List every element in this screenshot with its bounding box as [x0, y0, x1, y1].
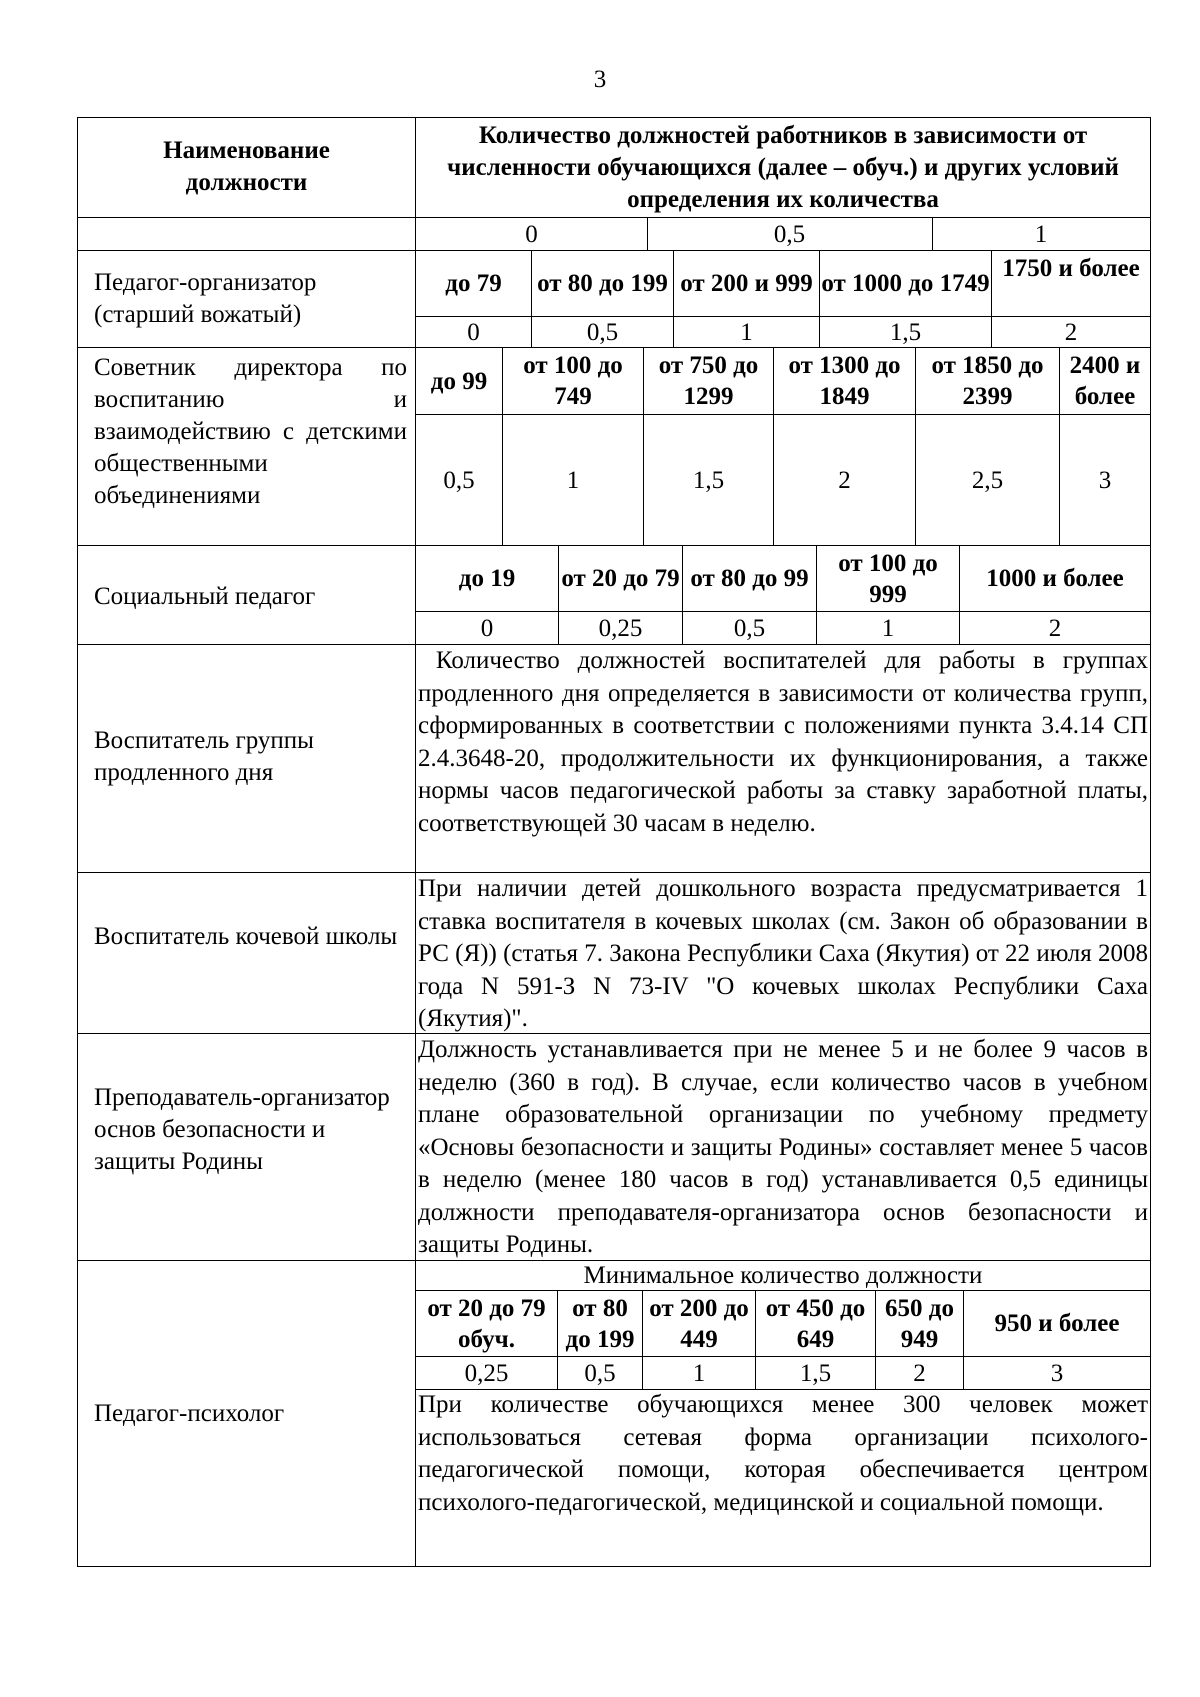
value-cell: 0 [415, 611, 559, 645]
range-cell: до 79 [415, 250, 532, 317]
value-cell: 0,5 [682, 611, 817, 645]
row-vospitatel-kochevoy [77, 872, 1151, 1034]
scale-row [77, 217, 1151, 251]
scale-cell [416, 218, 648, 250]
range-cell: от 100 до 749 [502, 347, 644, 415]
scale-cell [932, 218, 1150, 250]
quantity-cell [415, 250, 1151, 348]
position-name: Воспитатель кочевой школы [94, 923, 398, 950]
range-cell: до 19 [415, 545, 559, 612]
value-cell: 1,5 [755, 1356, 876, 1390]
position-name: Советник директора по воспитанию и взаимодействию с детскими общественными объединениями [94, 354, 407, 509]
value-cell: 0 [415, 316, 532, 348]
scale-value: 0 [525, 220, 538, 248]
description-text: При наличии детей дошкольного возраста предусматривается 1 ставка воспитателя в кочевых школах (см. Закон об образовании в РС (Я)) (статья 7. Закона Республики Саха (Якутия) от 22 июля 2008 года N 591-З N 73-IV "О кочевых школах Республики Саха (Якутия)". [418, 875, 1148, 1032]
row-prepodavatel-obzr [77, 1033, 1151, 1261]
value-cell: 0,25 [558, 611, 683, 645]
value-cell: 0,5 [557, 1356, 643, 1390]
subheader-cell: Минимальное количество должности [415, 1260, 1151, 1291]
header-position-label: Наименование должности [163, 137, 330, 196]
range-cell: от 80 до 199 [557, 1290, 643, 1357]
scale-empty-cell [77, 217, 416, 251]
value-cell: 3 [963, 1356, 1151, 1390]
value-cell: 1 [502, 414, 644, 546]
value-cell: 0,25 [415, 1356, 558, 1390]
row-vospitatel-gpd [77, 644, 1155, 873]
value-cell: 1 [816, 611, 960, 645]
description-text: Количество должностей воспитателей для работы в группах продленного дня определяется в зависимости от количества групп, сформированных в соответствии с положениями пункта 3.4.14 СП 2.4.3648-20, продолжительности их функционирования, а также нормы часов педагогической работы за ставку заработной платы, соответствующей 30 часам в неделю. [418, 647, 1155, 837]
range-cell: от 750 до 1299 [643, 347, 774, 415]
row-social-pedagog [77, 545, 1151, 645]
range-cell: от 80 до 199 [531, 250, 674, 317]
page-number: 3 [593, 66, 607, 93]
row-pedagog-organizator [77, 250, 1151, 348]
position-name-cell [77, 545, 416, 645]
description-cell [415, 1033, 1151, 1261]
value-cell: 1 [642, 1356, 756, 1390]
value-cell: 0,5 [415, 414, 503, 546]
range-cell: от 1850 до 2399 [915, 347, 1060, 415]
value-cell: 0,5 [531, 316, 674, 348]
scale-cell [647, 218, 933, 250]
value-cell: 2,5 [915, 414, 1060, 546]
range-cell: от 450 до 649 [755, 1290, 876, 1357]
value-cell: 2 [959, 611, 1151, 645]
table-header-row [77, 117, 1151, 218]
range-cell: от 100 до 999 [816, 545, 960, 612]
scale-value: 0,5 [773, 220, 806, 248]
description-cell [415, 872, 1151, 1034]
quantity-cell [415, 1260, 1151, 1567]
value-cell: 1,5 [643, 414, 774, 546]
description-text: Должность устанавливается при не менее 5 и не более 9 часов в неделю (360 в год). В случае, если количество часов в учебном плане образовательной организации по учебному предмету «Основы безопасности и защиты Родины» составляет менее 5 часов в неделю (менее 180 часов в год) устанавливается 0,5 единицы должности преподавателя-организатора основ безопасности и защиты Родины. [418, 1036, 1148, 1258]
value-cell: 2 [991, 316, 1151, 348]
range-cell: 1000 и более [959, 545, 1151, 612]
value-cell: 2 [875, 1356, 964, 1390]
range-cell: от 1000 до 1749 [819, 250, 992, 317]
position-name: Преподаватель-организатор основ безопасности и защиты Родины [94, 1084, 390, 1175]
position-name-cell [77, 872, 416, 1034]
position-name: Социальный педагог [94, 583, 316, 610]
position-name-cell [77, 250, 416, 348]
range-cell: от 80 до 99 [682, 545, 817, 612]
range-cell: от 20 до 79 обуч. [415, 1290, 558, 1357]
value-cell: 3 [1059, 414, 1151, 546]
range-cell: 2400 и более [1059, 347, 1151, 415]
header-quantity-cell [415, 117, 1151, 218]
position-name-cell [77, 1260, 416, 1567]
row-sovetnik [77, 347, 1151, 546]
range-cell: от 20 до 79 [558, 545, 683, 612]
value-cell: 2 [773, 414, 916, 546]
value-cell: 1,5 [819, 316, 992, 348]
description-cell [415, 644, 1155, 873]
position-name-cell [77, 644, 416, 873]
position-name-cell [77, 347, 416, 546]
description-text: При количестве обучающихся менее 300 человек может использоваться сетевая форма организации психолого-педагогической помощи, которая обеспечивается центром психолого-педагогической, медицинской и социальной помощи. [418, 1391, 1148, 1516]
range-cell: 1750 и более [991, 250, 1151, 317]
row-pedagog-psiholog [77, 1260, 1151, 1567]
position-name: Педагог-организатор (старший вожатый) [94, 269, 317, 328]
position-name: Воспитатель группы продленного дня [94, 727, 314, 786]
scale-value: 1 [1034, 220, 1048, 248]
range-cell: от 1300 до 1849 [773, 347, 916, 415]
position-name-cell [77, 1033, 416, 1261]
header-position-cell [77, 117, 416, 218]
header-quantity-label: Количество должностей работников в зависимости от численности обучающихся (далее – обуч.) и других условий определения их количества [447, 122, 1119, 213]
position-name: Педагог-психолог [94, 1400, 285, 1427]
range-cell: от 200 и 999 [673, 250, 820, 317]
range-cell: от 200 до 449 [642, 1290, 756, 1357]
scale-cells [415, 217, 1151, 251]
range-cell: 950 и более [963, 1290, 1151, 1357]
range-cell: 650 до 949 [875, 1290, 964, 1357]
quantity-cell [415, 545, 1151, 645]
value-cell: 1 [673, 316, 820, 348]
range-cell: до 99 [415, 347, 503, 415]
quantity-cell [415, 347, 1151, 546]
